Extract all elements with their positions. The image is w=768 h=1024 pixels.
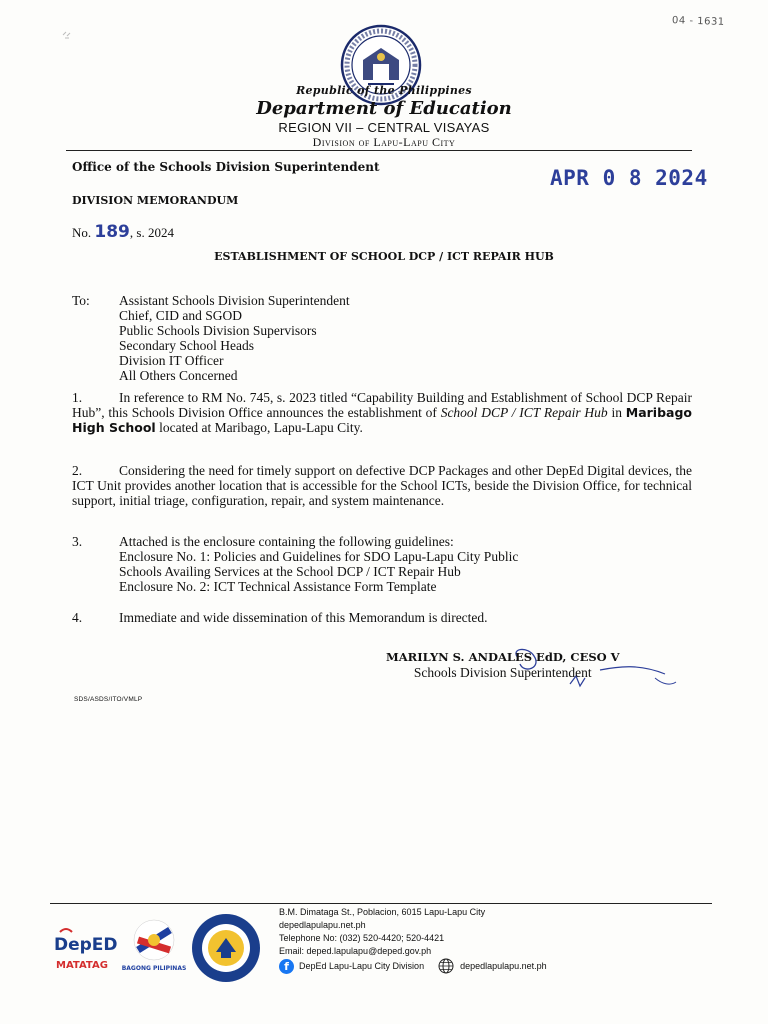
- enclosure-line: Schools Availing Services at the School DCP / ICT Repair Hub: [119, 564, 461, 579]
- footer-divider: [50, 903, 712, 904]
- signatory-name: MARILYN S. ANDALES EdD, CESO V: [386, 650, 620, 664]
- recipient-item: Public Schools Division Supervisors: [119, 323, 317, 338]
- deped-matatag-logo-icon: [54, 926, 120, 974]
- signatory-title: Schools Division Superintendent: [413, 665, 592, 680]
- memo-no-prefix: No.: [72, 225, 92, 240]
- paragraph-number: 4.: [72, 610, 83, 625]
- paragraph-number: 2.: [72, 463, 83, 478]
- enclosure-line: Enclosure No. 1: Policies and Guidelines for SDO Lapu-Lapu City Public: [119, 549, 519, 564]
- matatag-logo-text: MATATAG: [56, 960, 108, 971]
- recipient-list: [119, 293, 350, 383]
- paragraph-text: in: [607, 405, 626, 420]
- paragraph-text: In reference to RM No. 745, s. 2023 titled “Capability Building and Establishment of School DCP Repair Hub”, this Schools Division Office announces the establishment of: [72, 390, 692, 420]
- footer-social: [279, 958, 547, 974]
- recipient-item: Secondary School Heads: [119, 338, 254, 353]
- corner-mark-icon: [62, 30, 74, 40]
- handwritten-note: 04 - 1631: [671, 15, 725, 28]
- paragraph-text: Immediate and wide dissemination of this Memorandum is directed.: [119, 610, 488, 625]
- globe-icon: [438, 958, 454, 974]
- to-label: To:: [72, 293, 90, 308]
- paragraph-text: located at Maribago, Lapu-Lapu City.: [155, 420, 363, 435]
- paragraph-number: 3.: [72, 534, 83, 549]
- paragraph-1: [72, 390, 692, 435]
- repair-hub-name: School DCP / ICT Repair Hub: [440, 405, 608, 420]
- paragraph-4: [72, 610, 692, 625]
- footer-telephone: Telephone No: (032) 520-4420; 520-4421: [279, 933, 445, 943]
- header-divider: [66, 150, 692, 151]
- date-stamp: APR 0 8 2024: [550, 166, 708, 190]
- region-heading: REGION VII – CENTRAL VISAYAS: [278, 120, 490, 135]
- paragraph-text: Attached is the enclosure containing the following guidelines:: [119, 534, 454, 549]
- recipient-item: All Others Concerned: [119, 368, 238, 383]
- memo-number: 189: [94, 222, 130, 242]
- paragraph-number: 1.: [72, 390, 83, 405]
- facebook-icon: f: [279, 959, 294, 974]
- footer-address: B.M. Dimataga St., Poblacion, 6015 Lapu-Lapu City: [279, 907, 486, 917]
- memo-subject: ESTABLISHMENT OF SCHOOL DCP / ICT REPAIR HUB: [214, 250, 554, 263]
- footer-email: Email: deped.lapulapu@deped.gov.ph: [279, 946, 432, 956]
- paragraph-2: [72, 463, 692, 508]
- deped-logo-text: DepED: [54, 935, 118, 955]
- letterhead: [0, 84, 768, 150]
- department-heading: Department of Education: [256, 98, 512, 119]
- website-link[interactable]: depedlapulapu.net.ph: [460, 961, 547, 971]
- memo-number-line: [72, 222, 174, 242]
- enclosure-line: Enclosure No. 2: ICT Technical Assistance Form Template: [119, 579, 437, 594]
- division-heading: Division of Lapu-Lapu City: [312, 135, 456, 149]
- division-seal-icon: [190, 912, 262, 984]
- memo-series: , s. 2024: [129, 225, 174, 240]
- office-name: Office of the Schools Division Superintendent: [72, 160, 380, 174]
- signature-block: [386, 650, 620, 681]
- bagong-pilipinas-text: BAGONG PILIPINAS: [122, 965, 186, 972]
- recipient-item: Division IT Officer: [119, 353, 224, 368]
- paragraph-3: [72, 534, 692, 594]
- recipient-item: Assistant Schools Division Superintendent: [119, 293, 350, 308]
- bagong-pilipinas-logo-icon: [122, 916, 186, 974]
- memo-label: DIVISION MEMORANDUM: [72, 194, 239, 207]
- footer-website-line: depedlapulapu.net.ph: [279, 920, 366, 930]
- footer-contact: [279, 906, 485, 958]
- reference-initials: SDS/ASDS/ITO/VMLP: [74, 696, 143, 703]
- school-name: Maribago High School: [72, 405, 692, 435]
- recipient-item: Chief, CID and SGOD: [119, 308, 242, 323]
- republic-heading: Republic of the Philippines: [296, 84, 472, 97]
- facebook-page[interactable]: DepEd Lapu-Lapu City Division: [299, 961, 425, 971]
- paragraph-text: Considering the need for timely support on defective DCP Packages and other DepEd Digital devices, the ICT Unit provides another location that is accessible for the School ICTs, beside the Division Office, for technical support, initial triage, configuration, repair, and system maintenance.: [72, 463, 692, 508]
